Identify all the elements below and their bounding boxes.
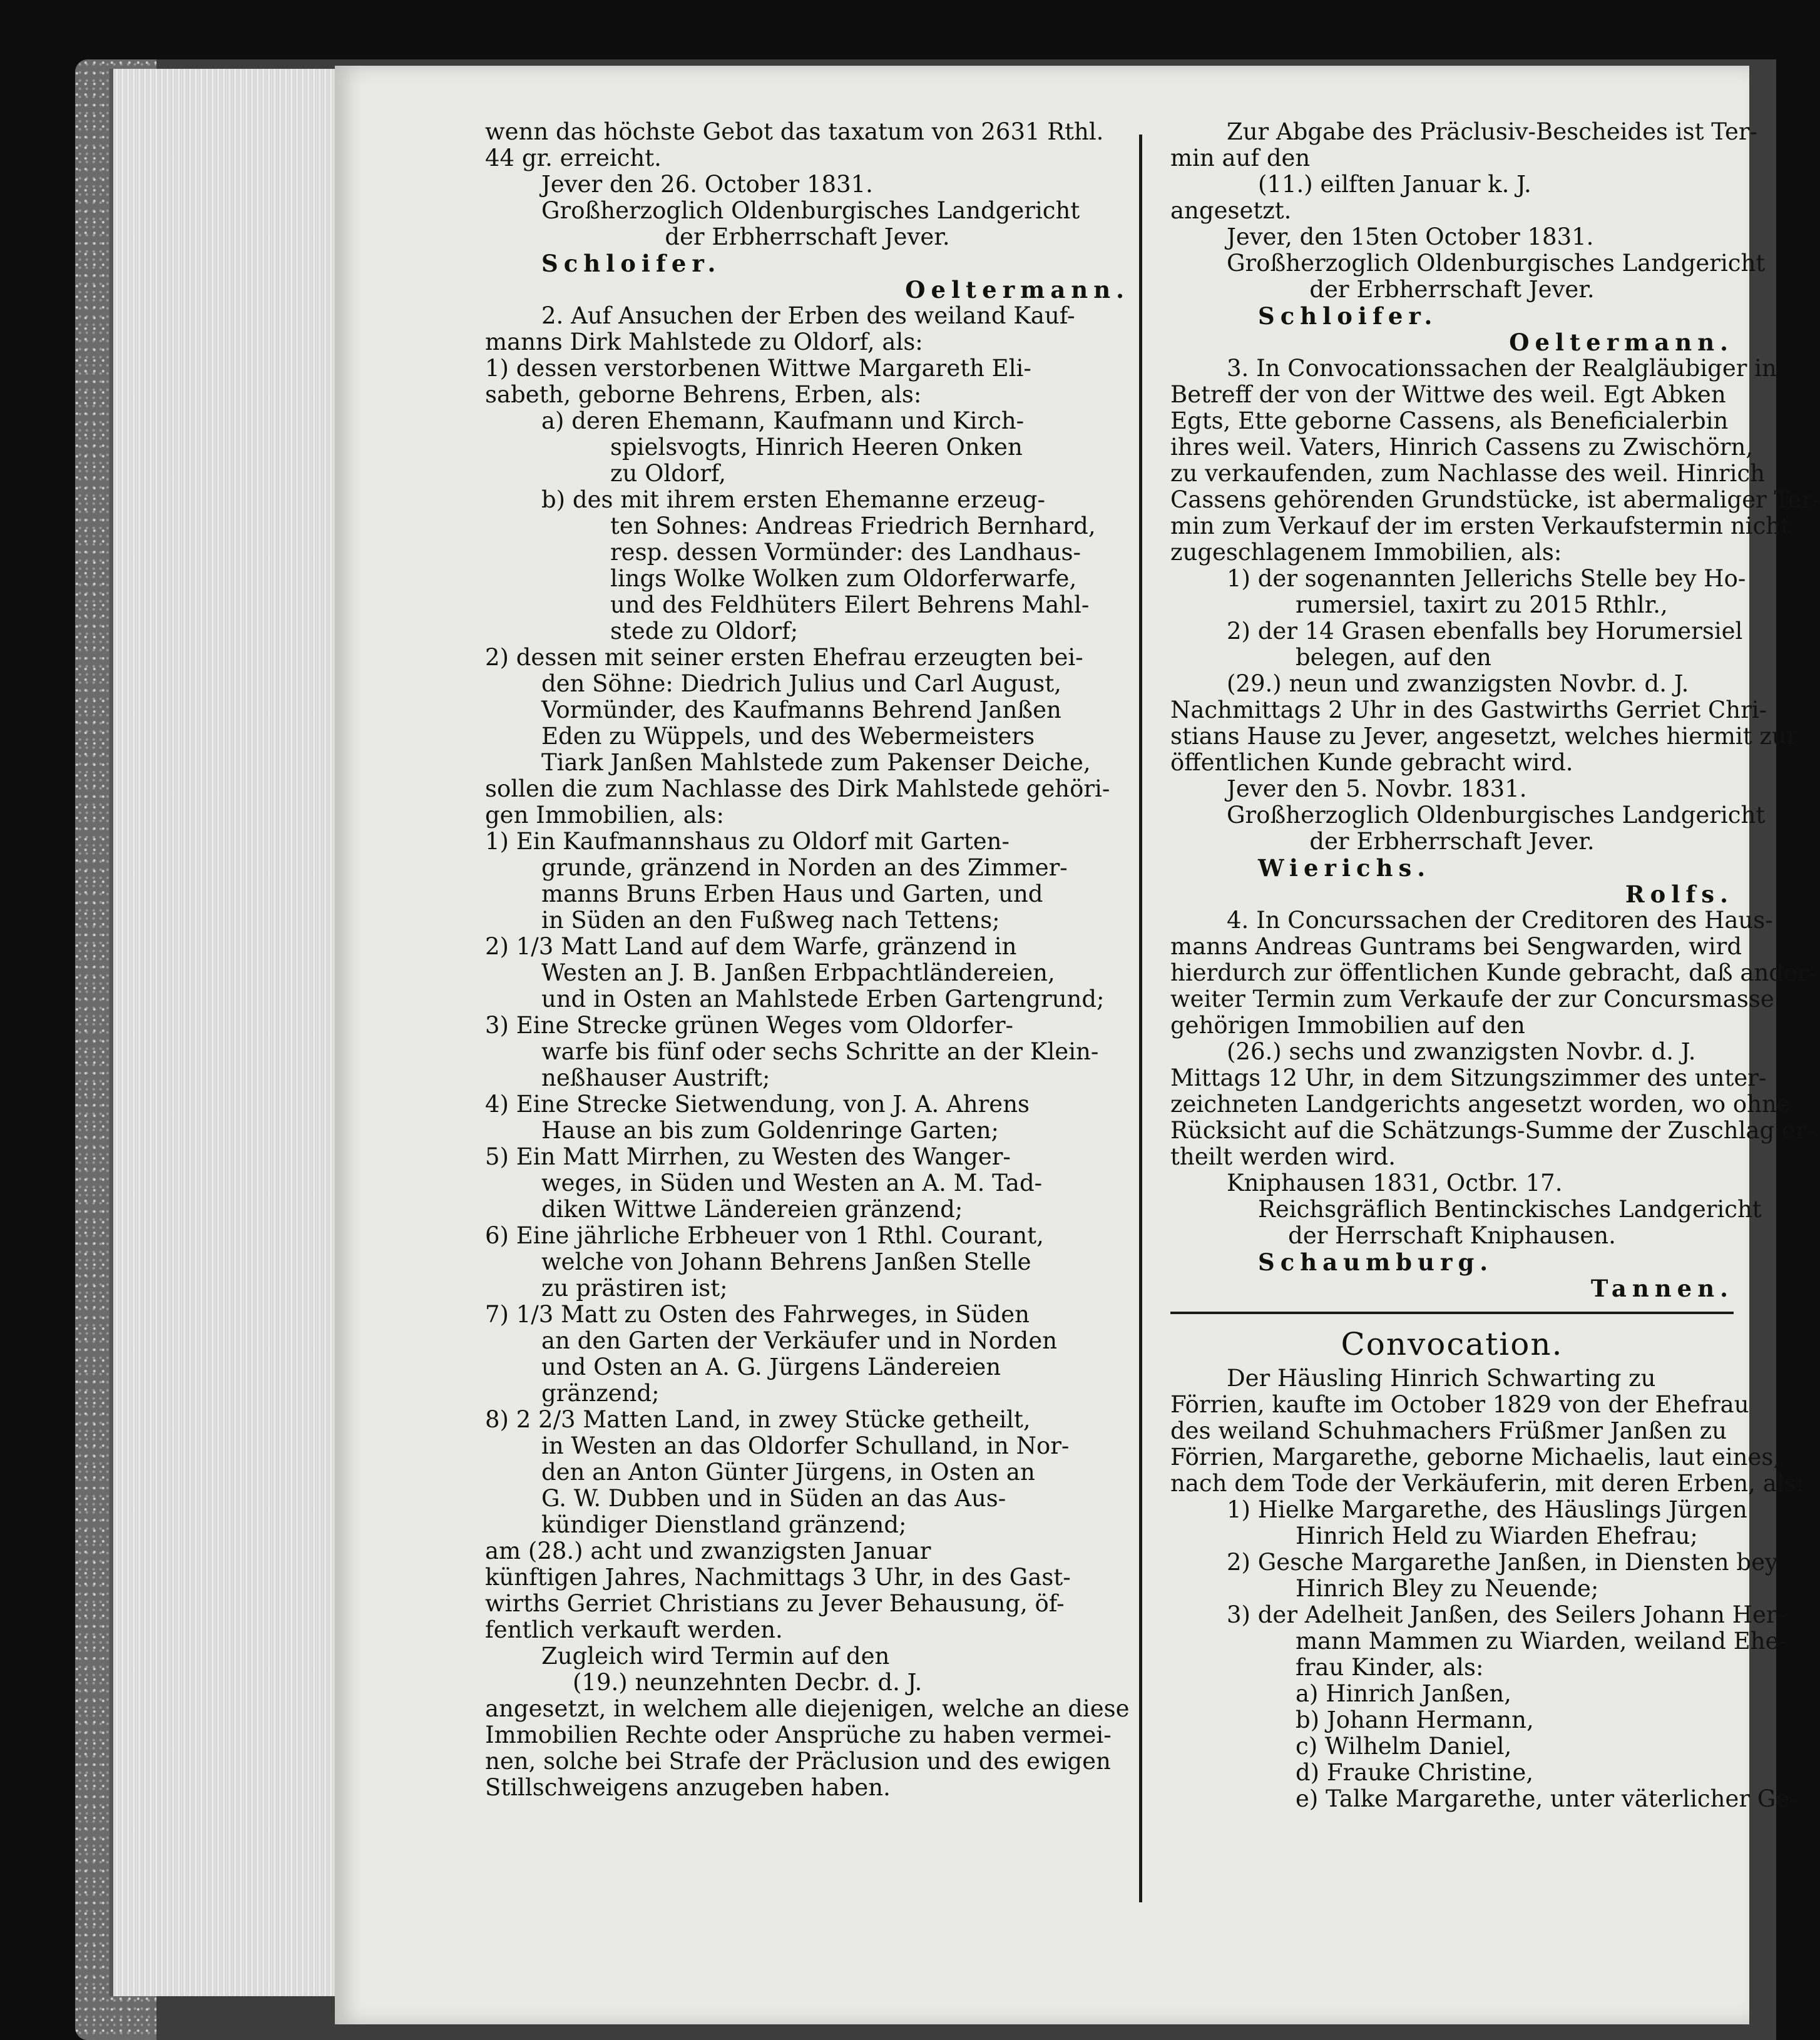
text-line: manns Dirk Mahlstede zu Oldorf, als: [485, 329, 923, 355]
text-line: 5) Ein Matt Mirrhen, zu Westen des Wanger- [485, 1143, 1011, 1170]
text-line: Eden zu Wüppels, und des Webermeisters [541, 723, 1035, 750]
text-line: 2) 1/3 Matt Land auf dem Warfe, gränzend in [485, 933, 1017, 960]
text-line: angesetzt. [1170, 197, 1292, 224]
text-line: Schloifer. [541, 250, 722, 277]
text-line: Jever den 5. Novbr. 1831. [1227, 775, 1527, 802]
text-line: wirths Gerriet Christians zu Jever Behausung, öf- [485, 1590, 1065, 1617]
text-line: kündiger Dienstland gränzend; [541, 1511, 907, 1538]
text-line: 3. In Convocationssachen der Realgläubiger in [1227, 355, 1777, 382]
text-line: Hause an bis zum Goldenringe Garten; [541, 1117, 999, 1144]
text-line: b) Johann Hermann, [1296, 1706, 1534, 1733]
text-line: 4. In Concurssachen der Creditoren des Haus- [1227, 907, 1773, 934]
text-line: Egts, Ette geborne Cassens, als Beneficialerbin [1170, 407, 1729, 434]
text-line: 1) dessen verstorbenen Wittwe Margareth Eli- [485, 355, 1031, 382]
text-line: den an Anton Günter Jürgens, in Osten an [541, 1459, 1035, 1486]
text-line: der Erbherrschaft Jever. [1309, 276, 1595, 303]
text-line: 6) Eine jährliche Erbheuer von 1 Rthl. Courant, [485, 1222, 1044, 1249]
text-line: gränzend; [541, 1380, 660, 1407]
text-line: 1) der sogenannten Jellerichs Stelle bey Ho- [1227, 565, 1746, 592]
text-line: zu verkaufenden, zum Nachlasse des weil. Hinrich [1170, 460, 1766, 487]
section-rule [1170, 1312, 1734, 1314]
text-line: sollen die zum Nachlasse des Dirk Mahlstede gehöri- [485, 775, 1110, 802]
text-line: sabeth, geborne Behrens, Erben, als: [485, 381, 922, 408]
convocation-heading: Convocation. [1341, 1326, 1563, 1362]
text-line: (11.) eilften Januar k. J. [1258, 171, 1531, 198]
text-line: grunde, gränzend in Norden an des Zimmer- [541, 854, 1068, 881]
text-line: Förrien, Margarethe, geborne Michaelis, laut eines, [1170, 1444, 1781, 1471]
page-edges [110, 69, 345, 1996]
text-line: hierdurch zur öffentlichen Kunde gebracht, daß ander- [1170, 959, 1817, 986]
text-line: 44 gr. erreicht. [485, 145, 662, 171]
text-line: weges, in Süden und Westen an A. M. Tad- [541, 1170, 1043, 1196]
convocation-text [1170, 1365, 1804, 1812]
text-line: manns Andreas Guntrams bei Sengwarden, wird [1170, 933, 1742, 960]
text-line: Großherzoglich Oldenburgisches Landgericht [1227, 250, 1766, 277]
text-line: welche von Johann Behrens Janßen Stelle [541, 1248, 1031, 1275]
text-line: Tiark Janßen Mahlstede zum Pakenser Deiche, [541, 749, 1091, 776]
text-line: (19.) neunzehnten Decbr. d. J. [573, 1669, 923, 1696]
text-line: neßhauser Austrift; [541, 1064, 770, 1091]
text-line: und des Feldhüters Eilert Behrens Mahl- [610, 591, 1090, 618]
text-line: gehörigen Immobilien auf den [1170, 1012, 1525, 1039]
text-line: a) deren Ehemann, Kaufmann und Kirch- [541, 407, 1025, 434]
text-line: Jever den 26. October 1831. [541, 171, 873, 198]
text-line: Nachmittags 2 Uhr in des Gastwirths Gerriet Chri- [1170, 696, 1767, 723]
text-line: Mittags 12 Uhr, in dem Sitzungszimmer des unter- [1170, 1064, 1767, 1091]
text-line: resp. dessen Vormünder: des Landhaus- [610, 539, 1081, 566]
text-line: 2) der 14 Grasen ebenfalls bey Horumersiel [1227, 618, 1743, 645]
text-line: lings Wolke Wolken zum Oldorferwarfe, [610, 565, 1077, 592]
text-line: den Söhne: Diedrich Julius und Carl August, [541, 670, 1061, 697]
text-line: theilt werden wird. [1170, 1143, 1396, 1170]
text-line: an den Garten der Verkäufer und in Norden [541, 1327, 1058, 1354]
text-line: Hinrich Bley zu Neuende; [1296, 1575, 1599, 1602]
text-line: Vormünder, des Kaufmanns Behrend Janßen [541, 696, 1061, 723]
text-line: manns Bruns Erben Haus und Garten, und [541, 880, 1043, 907]
text-line: Oeltermann. [1509, 329, 1734, 356]
text-line: 2) dessen mit seiner ersten Ehefrau erzeugten bei- [485, 644, 1083, 671]
text-line: Rolfs. [1625, 880, 1734, 908]
text-line: e) Talke Margarethe, unter väterlicher Ge- [1296, 1785, 1797, 1812]
text-line: gen Immobilien, als: [485, 802, 725, 829]
text-line: fentlich verkauft werden. [485, 1616, 783, 1643]
text-line: Cassens gehörenden Grundstücke, ist abermaliger Ter- [1170, 486, 1820, 513]
text-line: am (28.) acht und zwanzigsten Januar [485, 1538, 931, 1564]
text-line: in Westen an das Oldorfer Schulland, in Nor- [541, 1432, 1070, 1459]
text-line: ihres weil. Vaters, Hinrich Cassens zu Zwischörn, [1170, 434, 1754, 461]
text-line: Tannen. [1590, 1275, 1734, 1302]
text-line: Stillschweigens anzugeben haben. [485, 1774, 891, 1801]
text-line: 3) Eine Strecke grünen Weges vom Oldorfer- [485, 1012, 1014, 1039]
right-column [1170, 118, 1820, 1812]
text-line: Zur Abgabe des Präclusiv-Bescheides ist Ter- [1227, 118, 1758, 145]
text-line: zeichneten Landgerichts angesetzt worden, wo ohne [1170, 1091, 1791, 1118]
text-line: b) des mit ihrem ersten Ehemanne erzeug- [541, 486, 1045, 513]
text-line: Der Häusling Hinrich Schwarting zu [1227, 1365, 1656, 1392]
column-divider [1139, 135, 1142, 1902]
text-line: Oeltermann. [905, 276, 1130, 303]
text-line: Schloifer. [1258, 302, 1438, 330]
text-line: der Herrschaft Kniphausen. [1288, 1222, 1616, 1249]
text-line: Reichsgräflich Bentinckisches Landgericht [1258, 1196, 1762, 1223]
text-line: wenn das höchste Gebot das taxatum von 2631 Rthl. [485, 118, 1104, 145]
text-line: G. W. Dubben und in Süden an das Aus- [541, 1485, 1006, 1512]
text-line: Kniphausen 1831, Octbr. 17. [1227, 1170, 1563, 1196]
text-line: und Osten an A. G. Jürgens Ländereien [541, 1354, 1001, 1380]
text-line: nen, solche bei Strafe der Präclusion und des ewigen [485, 1748, 1111, 1775]
left-column [485, 119, 1130, 1801]
text-line: und in Osten an Mahlstede Erben Gartengrund; [541, 986, 1105, 1012]
text-line: (29.) neun und zwanzigsten Novbr. d. J. [1227, 670, 1689, 697]
text-line: frau Kinder, als: [1296, 1654, 1484, 1681]
text-line: stede zu Oldorf; [610, 618, 799, 645]
text-line: diken Wittwe Ländereien gränzend; [541, 1196, 963, 1223]
document-page [335, 66, 1820, 2024]
text-line: a) Hinrich Janßen, [1296, 1680, 1511, 1707]
text-line: 1) Hielke Margarethe, des Häuslings Jürgen [1227, 1496, 1747, 1523]
text-line: Schaumburg. [1258, 1248, 1494, 1276]
text-line: des weiland Schuhmachers Früßmer Janßen zu [1170, 1417, 1727, 1444]
text-line: weiter Termin zum Verkaufe der zur Concursmasse [1170, 986, 1774, 1012]
text-line: d) Frauke Christine, [1296, 1759, 1534, 1786]
text-line: Jever, den 15ten October 1831. [1227, 223, 1594, 250]
text-line: nach dem Tode der Verkäuferin, mit deren Erben, als: [1170, 1470, 1804, 1497]
text-line: angesetzt, in welchem alle diejenigen, welche an diese [485, 1695, 1130, 1722]
text-line: öffentlichen Kunde gebracht wird. [1170, 749, 1573, 776]
text-line: der Erbherrschaft Jever. [1309, 828, 1595, 855]
text-line: 2) Gesche Margarethe Janßen, in Diensten bey [1227, 1549, 1778, 1576]
text-line: der Erbherrschaft Jever. [665, 223, 950, 250]
text-line: Westen an J. B. Janßen Erbpachtländereien, [541, 959, 1055, 986]
text-line: Wierichs. [1258, 854, 1431, 882]
text-line: ten Sohnes: Andreas Friedrich Bernhard, [610, 513, 1096, 539]
text-line: warfe bis fünf oder sechs Schritte an der Klein- [541, 1038, 1099, 1065]
text-line: künftigen Jahres, Nachmittags 3 Uhr, in des Gast- [485, 1564, 1071, 1591]
text-line: Betreff der von der Wittwe des weil. Egt Abken [1170, 381, 1726, 408]
text-line: min zum Verkauf der im ersten Verkaufstermin nicht [1170, 513, 1790, 539]
text-line: 8) 2 2/3 Matten Land, in zwey Stücke getheilt, [485, 1406, 1031, 1433]
text-line: zugeschlagenem Immobilien, als: [1170, 539, 1562, 566]
text-line: Großherzoglich Oldenburgisches Landgericht [541, 197, 1080, 224]
text-line: (26.) sechs und zwanzigsten Novbr. d. J. [1227, 1038, 1696, 1065]
text-line: belegen, auf den [1296, 644, 1492, 671]
text-line: rumersiel, taxirt zu 2015 Rthlr., [1296, 591, 1668, 618]
text-line: Zugleich wird Termin auf den [541, 1643, 890, 1670]
text-line: Immobilien Rechte oder Ansprüche zu haben vermei- [485, 1721, 1112, 1748]
text-line: min auf den [1170, 145, 1311, 171]
text-line: 7) 1/3 Matt zu Osten des Fahrweges, in Süden [485, 1301, 1030, 1328]
text-line: spielsvogts, Hinrich Heeren Onken [610, 434, 1023, 461]
text-line: Rücksicht auf die Schätzungs-Summe der Zuschlag er- [1170, 1117, 1815, 1144]
right-column-notices [1170, 118, 1820, 1302]
text-line: Hinrich Held zu Wiarden Ehefrau; [1296, 1522, 1698, 1549]
text-line: zu prästiren ist; [541, 1275, 728, 1302]
text-line: Großherzoglich Oldenburgisches Landgericht [1227, 802, 1766, 829]
text-line: 3) der Adelheit Janßen, des Seilers Johann Her- [1227, 1601, 1786, 1628]
text-line: 4) Eine Strecke Sietwendung, von J. A. Ahrens [485, 1091, 1030, 1118]
text-line: c) Wilhelm Daniel, [1296, 1733, 1512, 1760]
text-line: Förrien, kaufte im October 1829 von der Ehefrau [1170, 1391, 1749, 1418]
text-line: stians Hause zu Jever, angesetzt, welches hiermit zur [1170, 723, 1798, 750]
text-line: zu Oldorf, [610, 460, 727, 487]
text-line: mann Mammen zu Wiarden, weiland Ehe- [1296, 1628, 1787, 1655]
text-line: in Süden an den Fußweg nach Tettens; [541, 907, 1000, 934]
text-line: 1) Ein Kaufmannshaus zu Oldorf mit Garten- [485, 828, 1010, 855]
text-line: 2. Auf Ansuchen der Erben des weiland Kauf- [541, 302, 1075, 329]
